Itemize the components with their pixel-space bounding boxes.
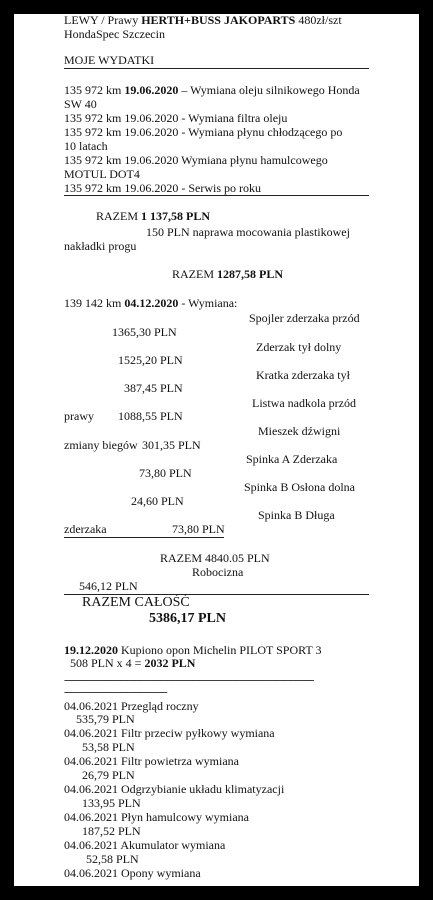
tires-line: 19.12.2020 Kupiono opon Michelin PILOT SPORT 3 xyxy=(64,643,322,657)
part-prefix: prawy xyxy=(64,409,94,423)
part-price: 1365,30 PLN xyxy=(112,325,177,339)
part-name: Listwa nadkola przód xyxy=(252,396,356,410)
section-underline xyxy=(64,68,369,69)
subtotal-1: RAZEM 1 137,58 PLN xyxy=(96,209,210,223)
log-amount: 52,58 PLN xyxy=(86,852,139,866)
entry-row: 135 972 km 19.06.2020 – Wymiana oleju silnikowego Honda xyxy=(64,83,360,97)
tires-calc: 508 PLN x 4 = 2032 PLN xyxy=(70,656,196,670)
entry-row: 135 972 km 19.06.2020 - Serwis po roku xyxy=(64,181,262,195)
part-name: Spinka B Długa xyxy=(258,508,335,522)
part-price: 1525,20 PLN xyxy=(118,353,183,367)
extra-repair-line: 150 PLN naprawa mocowania plastikowej xyxy=(146,225,350,239)
subtotal-2: RAZEM 1287,58 PLN xyxy=(172,267,283,281)
labor-value: 546,12 PLN xyxy=(79,579,138,593)
entry-continuation: MOTUL DOT4 xyxy=(64,167,140,181)
repair-header: 139 142 km 04.12.2020 - Wymiana: xyxy=(64,296,238,310)
part-price: 24,60 PLN xyxy=(131,494,184,508)
header-price: 480zł/szt xyxy=(295,14,342,27)
part-price: 73,80 PLN xyxy=(172,522,225,536)
log-entry: 04.06.2021 Filtr przeciw pyłkowy wymiana xyxy=(64,726,275,740)
log-amount: 53,58 PLN xyxy=(82,740,135,754)
entry-row: 135 972 km 19.06.2020 - Wymiana płynu chłodzącego po xyxy=(64,125,343,139)
grand-total-value: 5386,17 PLN xyxy=(149,611,226,626)
log-amount: 535,79 PLN xyxy=(76,712,135,726)
part-name: Zderzak tył dolny xyxy=(256,340,342,354)
part-prefix: zmiany biegów xyxy=(64,438,138,452)
part-name: Mieszek dźwigni xyxy=(258,424,341,438)
log-entry: 04.06.2021 Przegląd roczny xyxy=(64,699,199,713)
section-title: MOJE WYDATKI xyxy=(64,53,155,67)
subtotal-3: RAZEM 4840.05 PLN xyxy=(160,551,270,565)
grand-total-label: RAZEM CAŁOŚĆ xyxy=(82,595,190,610)
header-line-2: HondaSpec Szczecin xyxy=(64,27,165,41)
part-price: 73,80 PLN xyxy=(139,466,192,480)
header-brand: HERTH+BUSS JAKOPARTS xyxy=(141,14,296,27)
part-price: 387,45 PLN xyxy=(124,381,183,395)
entry-row: 135 972 km 19.06.2020 - Wymiana filtra oleju xyxy=(64,111,288,125)
part-name: Spinka A Zderzaka xyxy=(246,452,338,466)
log-entry: 04.06.2021 Odgrzybianie układu klimatyzacji xyxy=(64,782,285,796)
log-entry: 04.06.2021 Opony wymiana xyxy=(64,866,201,880)
document-page xyxy=(14,14,419,886)
entry-row: 135 972 km 19.06.2020 Wymiana płynu hamulcowego xyxy=(64,153,328,167)
entry-continuation: SW 40 xyxy=(64,97,97,111)
part-price: 301,35 PLN xyxy=(142,438,201,452)
header-line-1 xyxy=(64,14,342,27)
separator-dashes: ----------------------------------------------------------------------------------------------------------- xyxy=(64,676,314,686)
labor-label: Robocizna xyxy=(192,565,244,579)
header-prefix: LEWY / Prawy xyxy=(64,14,142,27)
separator-dashes-short: -------------------------------------------- xyxy=(64,688,167,698)
part-prefix: zderzaka xyxy=(64,522,107,536)
parts-underline xyxy=(64,537,224,538)
extra-repair-continuation: nakładki progu xyxy=(64,239,137,253)
part-name: Kratka zderzaka tył xyxy=(256,368,350,382)
entry-continuation: 10 latach xyxy=(64,139,108,153)
log-amount: 133,95 PLN xyxy=(82,796,141,810)
part-name: Spojler zderzaka przód xyxy=(249,311,360,325)
entries-underline xyxy=(64,195,369,196)
log-amount: 187,52 PLN xyxy=(82,824,141,838)
part-price: 1088,55 PLN xyxy=(118,409,183,423)
log-amount: 26,79 PLN xyxy=(82,768,135,782)
log-entry: 04.06.2021 Akumulator wymiana xyxy=(64,838,226,852)
part-name: Spinka B Osłona dolna xyxy=(244,480,355,494)
log-entry: 04.06.2021 Filtr powietrza wymiana xyxy=(64,754,239,768)
log-entry: 04.06.2021 Płyn hamulcowy wymiana xyxy=(64,810,249,824)
